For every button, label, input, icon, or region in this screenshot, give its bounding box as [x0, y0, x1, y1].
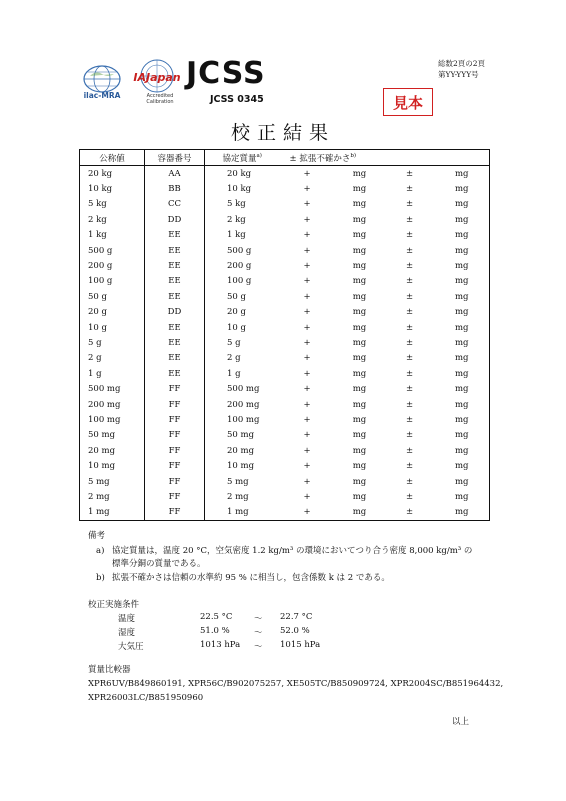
- cell-nominal: 200 g: [80, 258, 145, 273]
- condition-label: 大気圧: [118, 642, 144, 652]
- cell-sign: +: [303, 291, 311, 302]
- cell-plus-minus: ±: [405, 322, 414, 333]
- page-count: [438, 58, 485, 80]
- cell-plus-minus: ±: [405, 337, 414, 348]
- table-row: [80, 258, 490, 273]
- header-uncertainty: [280, 150, 490, 166]
- cell-nominal: 5 kg: [80, 197, 145, 212]
- cell-sign: +: [303, 199, 311, 210]
- end-mark: 以上: [452, 717, 470, 727]
- conditions-heading: 校正実施条件: [88, 600, 140, 610]
- cell-unit: mg: [352, 322, 367, 333]
- cell-container: FF: [145, 458, 205, 473]
- cell-sign: +: [303, 337, 311, 348]
- comparators-line1: XPR6UV/B849860191, XPR56C/B902075257, XE505TC/B850909724, XPR2004SC/B851964432,: [88, 679, 504, 689]
- header-calibrated-mass-note: a): [256, 152, 262, 159]
- cell-nominal: 1 kg: [80, 228, 145, 243]
- cell-container: EE: [145, 289, 205, 304]
- cell-container: CC: [145, 197, 205, 212]
- cell-unit-uncertainty: mg: [454, 307, 469, 318]
- table-row: [80, 412, 490, 427]
- cell-nominal: 500 mg: [80, 381, 145, 396]
- table-row: [80, 243, 490, 258]
- cell-container: FF: [145, 505, 205, 521]
- jcss-mark: [186, 56, 272, 106]
- cell-unit-uncertainty: mg: [454, 214, 469, 225]
- cell-plus-minus: ±: [405, 168, 414, 179]
- cell-calibrated-mass: 10 kg: [227, 184, 252, 195]
- cell-container: EE: [145, 335, 205, 350]
- condition-to: 22.7 °C: [280, 612, 313, 622]
- cell-plus-minus: ±: [405, 199, 414, 210]
- cell-sign: +: [303, 430, 311, 441]
- cell-unit-uncertainty: mg: [454, 168, 469, 179]
- cell-unit-uncertainty: mg: [454, 353, 469, 364]
- ia-japan-logo: [128, 58, 186, 106]
- cell-container: EE: [145, 320, 205, 335]
- cell-sign: +: [303, 399, 311, 410]
- ilac-mra-logo: [80, 64, 124, 104]
- header-container: 容器番号: [145, 150, 205, 166]
- report-number: 第YY-YYY号: [438, 70, 479, 79]
- cell-calibrated-mass: 20 g: [227, 307, 246, 318]
- cell-plus-minus: ±: [405, 476, 414, 487]
- cell-unit: mg: [352, 476, 367, 487]
- cell-unit-uncertainty: mg: [454, 507, 469, 518]
- cell-calibrated-mass: 200 g: [227, 261, 252, 272]
- cell-unit: mg: [352, 507, 367, 518]
- cell-nominal: 20 mg: [80, 443, 145, 458]
- table-row: [80, 366, 490, 381]
- cell-unit: mg: [352, 384, 367, 395]
- cell-plus-minus: ±: [405, 461, 414, 472]
- cell-sign: +: [303, 245, 311, 256]
- cell-unit-uncertainty: mg: [454, 261, 469, 272]
- jcss-number: JCSS 0345: [210, 94, 264, 105]
- cell-nominal: 2 mg: [80, 489, 145, 504]
- cell-unit-uncertainty: mg: [454, 384, 469, 395]
- cell-calibrated-mass: 10 g: [227, 322, 246, 333]
- cell-unit: mg: [352, 353, 367, 364]
- cell-plus-minus: ±: [405, 430, 414, 441]
- cell-container: BB: [145, 181, 205, 196]
- cell-plus-minus: ±: [405, 245, 414, 256]
- cell-nominal: 1 g: [80, 366, 145, 381]
- cell-unit: mg: [352, 291, 367, 302]
- cell-nominal: 10 kg: [80, 181, 145, 196]
- cell-plus-minus: ±: [405, 507, 414, 518]
- cell-nominal: 500 g: [80, 243, 145, 258]
- cell-sign: +: [303, 414, 311, 425]
- cell-plus-minus: ±: [405, 368, 414, 379]
- condition-label: 温度: [118, 614, 136, 624]
- ia-japan-subtext: Accredited Calibration: [146, 93, 174, 105]
- cell-unit: mg: [352, 337, 367, 348]
- cell-unit: mg: [352, 168, 367, 179]
- cell-sign: +: [303, 322, 311, 333]
- cell-container: EE: [145, 366, 205, 381]
- condition-from: 51.0 %: [200, 626, 230, 636]
- cell-container: FF: [145, 397, 205, 412]
- table-row: [80, 289, 490, 304]
- remark-b-mark: b): [96, 573, 105, 583]
- cell-unit-uncertainty: mg: [454, 430, 469, 441]
- cell-unit: mg: [352, 445, 367, 456]
- cell-calibrated-mass: 5 mg: [227, 476, 249, 487]
- cell-unit-uncertainty: mg: [454, 476, 469, 487]
- cell-sign: +: [303, 491, 311, 502]
- cell-calibrated-mass: 500 g: [227, 245, 252, 256]
- cell-unit-uncertainty: mg: [454, 368, 469, 379]
- table-header-row: [80, 150, 490, 166]
- cell-unit: mg: [352, 461, 367, 472]
- cell-unit-uncertainty: mg: [454, 491, 469, 502]
- results-table: [79, 149, 490, 521]
- condition-label: 湿度: [118, 628, 136, 638]
- cell-sign: +: [303, 261, 311, 272]
- cell-calibrated-mass: 10 mg: [227, 461, 255, 472]
- cell-calibrated-mass: 1 mg: [227, 507, 249, 518]
- table-row: [80, 489, 490, 504]
- table-row: [80, 351, 490, 366]
- cell-nominal: 1 mg: [80, 505, 145, 521]
- cell-unit-uncertainty: mg: [454, 199, 469, 210]
- remark-a-mark: a): [96, 546, 105, 556]
- cell-unit: mg: [352, 199, 367, 210]
- cell-unit: mg: [352, 491, 367, 502]
- cell-nominal: 20 kg: [80, 166, 145, 182]
- cell-unit-uncertainty: mg: [454, 291, 469, 302]
- jcss-word: JCSS: [186, 56, 266, 91]
- cell-plus-minus: ±: [405, 491, 414, 502]
- table-row: [80, 505, 490, 521]
- cell-plus-minus: ±: [405, 291, 414, 302]
- comparators-line2: XPR26003LC/B851950960: [88, 693, 204, 703]
- cell-unit: mg: [352, 245, 367, 256]
- cell-calibrated-mass: 5 g: [227, 337, 241, 348]
- cell-unit: mg: [352, 414, 367, 425]
- cell-unit-uncertainty: mg: [454, 337, 469, 348]
- cell-plus-minus: ±: [405, 445, 414, 456]
- remark-a-line1: 協定質量は，温度 20 °C，空気密度 1.2 kg/m³ の環境においてつり合う密度 8,000 kg/m³ の: [112, 546, 473, 556]
- condition-separator: 〜: [254, 642, 263, 652]
- results-body: [80, 166, 490, 521]
- cell-unit: mg: [352, 184, 367, 195]
- cell-sign: +: [303, 476, 311, 487]
- table-row: [80, 381, 490, 396]
- table-row: [80, 197, 490, 212]
- header-calibrated-mass: [205, 150, 280, 166]
- cell-sign: +: [303, 384, 311, 395]
- cell-container: AA: [145, 166, 205, 182]
- cell-calibrated-mass: 100 mg: [227, 414, 260, 425]
- cell-nominal: 50 g: [80, 289, 145, 304]
- cell-container: FF: [145, 381, 205, 396]
- table-row: [80, 320, 490, 335]
- cell-calibrated-mass: 20 kg: [227, 168, 252, 179]
- cell-calibrated-mass: 1 g: [227, 368, 241, 379]
- cell-calibrated-mass: 100 g: [227, 276, 252, 287]
- cell-container: FF: [145, 412, 205, 427]
- table-row: [80, 397, 490, 412]
- cell-container: EE: [145, 258, 205, 273]
- cell-plus-minus: ±: [405, 353, 414, 364]
- cell-container: EE: [145, 243, 205, 258]
- cell-unit-uncertainty: mg: [454, 322, 469, 333]
- table-row: [80, 166, 490, 182]
- condition-from: 22.5 °C: [200, 612, 233, 622]
- cell-unit-uncertainty: mg: [454, 461, 469, 472]
- cell-unit-uncertainty: mg: [454, 445, 469, 456]
- cell-container: FF: [145, 489, 205, 504]
- cell-sign: +: [303, 507, 311, 518]
- cell-calibrated-mass: 20 mg: [227, 445, 255, 456]
- cell-calibrated-mass: 2 kg: [227, 214, 246, 225]
- table-row: [80, 458, 490, 473]
- cell-plus-minus: ±: [405, 399, 414, 410]
- cell-unit: mg: [352, 307, 367, 318]
- cell-nominal: 200 mg: [80, 397, 145, 412]
- table-row: [80, 228, 490, 243]
- remark-a-line2: 標準分銅の質量である。: [112, 559, 206, 569]
- cell-nominal: 20 g: [80, 305, 145, 320]
- table-row: [80, 305, 490, 320]
- cell-calibrated-mass: 2 g: [227, 353, 241, 364]
- cell-unit: mg: [352, 261, 367, 272]
- cell-unit: mg: [352, 230, 367, 241]
- cell-container: EE: [145, 351, 205, 366]
- table-row: [80, 181, 490, 196]
- cell-container: EE: [145, 228, 205, 243]
- condition-to: 52.0 %: [280, 626, 310, 636]
- cell-plus-minus: ±: [405, 214, 414, 225]
- cell-container: DD: [145, 305, 205, 320]
- cell-unit-uncertainty: mg: [454, 399, 469, 410]
- header-uncertainty-label: ± 拡張不確かさ: [289, 153, 351, 164]
- cell-plus-minus: ±: [405, 261, 414, 272]
- condition-separator: 〜: [254, 614, 263, 624]
- cell-nominal: 5 g: [80, 335, 145, 350]
- header-nominal: 公称値: [80, 150, 145, 166]
- cell-sign: +: [303, 445, 311, 456]
- cell-unit: mg: [352, 368, 367, 379]
- cell-unit: mg: [352, 430, 367, 441]
- cell-unit-uncertainty: mg: [454, 414, 469, 425]
- cell-nominal: 100 mg: [80, 412, 145, 427]
- cell-unit-uncertainty: mg: [454, 245, 469, 256]
- cell-plus-minus: ±: [405, 184, 414, 195]
- condition-separator: 〜: [254, 628, 263, 638]
- table-row: [80, 428, 490, 443]
- cell-sign: +: [303, 168, 311, 179]
- ia-japan-text: IAJapan: [133, 71, 181, 84]
- cell-sign: +: [303, 353, 311, 364]
- condition-to: 1015 hPa: [280, 640, 321, 650]
- cell-plus-minus: ±: [405, 230, 414, 241]
- header-uncertainty-note: b): [350, 152, 356, 159]
- cell-nominal: 10 mg: [80, 458, 145, 473]
- table-row: [80, 274, 490, 289]
- cell-nominal: 10 g: [80, 320, 145, 335]
- cell-nominal: 2 kg: [80, 212, 145, 227]
- table-row: [80, 212, 490, 227]
- cell-calibrated-mass: 2 mg: [227, 491, 249, 502]
- cell-calibrated-mass: 50 mg: [227, 430, 255, 441]
- cell-nominal: 100 g: [80, 274, 145, 289]
- table-row: [80, 443, 490, 458]
- cell-unit: mg: [352, 276, 367, 287]
- cell-sign: +: [303, 276, 311, 287]
- cell-plus-minus: ±: [405, 307, 414, 318]
- cell-sign: +: [303, 461, 311, 472]
- comparators-heading: 質量比較器: [88, 665, 131, 675]
- cell-calibrated-mass: 50 g: [227, 291, 246, 302]
- cell-sign: +: [303, 307, 311, 318]
- cell-unit-uncertainty: mg: [454, 184, 469, 195]
- cell-container: DD: [145, 212, 205, 227]
- cell-calibrated-mass: 200 mg: [227, 399, 260, 410]
- cell-container: FF: [145, 474, 205, 489]
- cell-unit: mg: [352, 214, 367, 225]
- condition-from: 1013 hPa: [200, 640, 241, 650]
- cell-unit-uncertainty: mg: [454, 230, 469, 241]
- cell-unit: mg: [352, 399, 367, 410]
- cell-calibrated-mass: 1 kg: [227, 230, 246, 241]
- table-row: [80, 335, 490, 350]
- cell-nominal: 50 mg: [80, 428, 145, 443]
- cell-sign: +: [303, 368, 311, 379]
- cell-sign: +: [303, 230, 311, 241]
- cell-plus-minus: ±: [405, 384, 414, 395]
- cell-calibrated-mass: 500 mg: [227, 384, 260, 395]
- remark-b-line: 拡張不確かさは信頼の水準約 95 % に相当し，包含係数 k は 2 である。: [112, 573, 390, 583]
- cell-container: EE: [145, 274, 205, 289]
- cell-plus-minus: ±: [405, 414, 414, 425]
- cell-sign: +: [303, 184, 311, 195]
- sample-stamp: 見本: [383, 88, 433, 116]
- ilac-mra-text: ilac-MRA: [83, 91, 121, 100]
- cell-container: FF: [145, 443, 205, 458]
- header-calibrated-mass-label: 協定質量: [222, 153, 257, 164]
- page-title: 校正結果: [230, 122, 335, 144]
- cell-sign: +: [303, 214, 311, 225]
- cell-plus-minus: ±: [405, 276, 414, 287]
- cell-calibrated-mass: 5 kg: [227, 199, 246, 210]
- cell-container: FF: [145, 428, 205, 443]
- page-count-text: 総数2頁の2頁: [438, 59, 486, 68]
- cell-nominal: 2 g: [80, 351, 145, 366]
- table-row: [80, 474, 490, 489]
- remarks-heading: 備考: [88, 531, 106, 541]
- cell-nominal: 5 mg: [80, 474, 145, 489]
- cell-unit-uncertainty: mg: [454, 276, 469, 287]
